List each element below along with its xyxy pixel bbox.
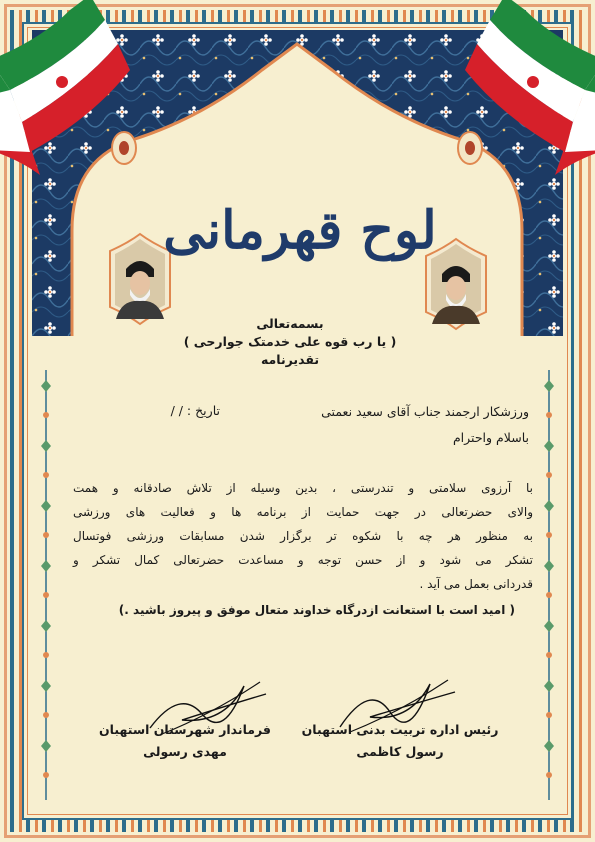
- body-line-4: تشکر می شود و از حسن توجه و مساعدت حضرتعالی کمال تشکر و: [73, 553, 533, 567]
- document-type: تقدیرنامه: [260, 352, 320, 367]
- date-field: تاریخ : / /: [170, 403, 220, 418]
- iran-flag-ribbon-icon: [0, 0, 150, 190]
- prayer-line: ( یا رب قوه علی خدمتک جوارحی ): [183, 334, 397, 349]
- body-line-3: به منظور هر چه با شکوه تر برگزار شدن مسابقات ورزشی فوتسال: [73, 529, 533, 543]
- signer-right-name: رسول کاظمی: [356, 744, 444, 759]
- page-title: [163, 168, 437, 288]
- body-line-1: با آرزوی سلامتی و تندرستی ، بدین وسیله از تلاش صادقانه و همت: [73, 481, 533, 495]
- side-ornament-right: [541, 370, 557, 800]
- bismillah-line: بسمه‌تعالی: [256, 316, 324, 331]
- body-line-5: قدردانی بعمل می آید .: [419, 577, 533, 591]
- signer-right-title: رئیس اداره تربیت بدنی استهبان: [301, 722, 499, 737]
- signer-left-title: فرماندار شهرستان استهبان: [99, 722, 271, 737]
- greeting-line: باسلام واحترام: [452, 430, 529, 445]
- signer-left-name: مهدی رسولی: [143, 744, 227, 759]
- body-line-2: والای حضرتعالی در جهت حمایت از برنامه ها و فعالیت های ورزشی: [73, 505, 533, 519]
- side-ornament-left: [38, 370, 54, 800]
- recipient-line: ورزشکار ارجمند جناب آقای سعید نعمتی: [321, 404, 529, 419]
- iran-flag-ribbon-icon: [445, 0, 595, 190]
- closing-line: ( امید است با استعانت ازدرگاه خداوند متعال موفق و پیروز باشید .): [118, 603, 515, 617]
- title-text: لوح قهرمانی: [163, 200, 437, 261]
